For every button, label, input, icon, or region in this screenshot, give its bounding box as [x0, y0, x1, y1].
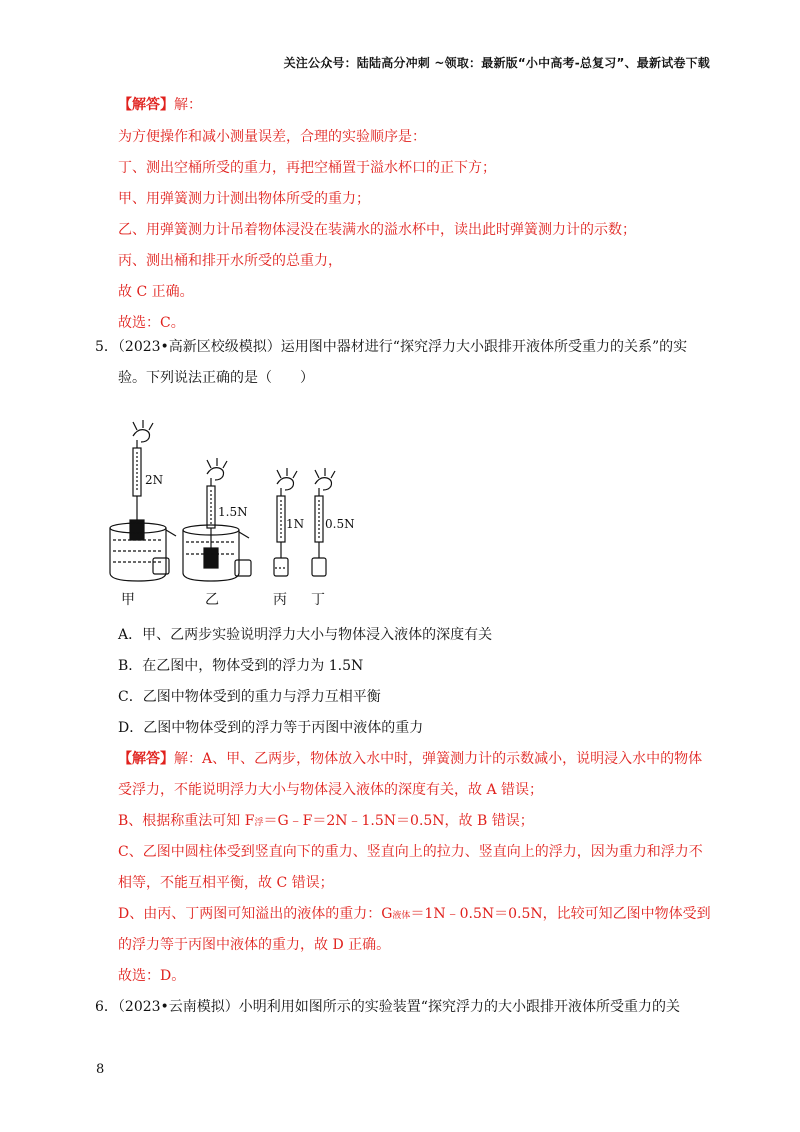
option-d: D．乙图中物体受到的浮力等于丙图中液体的重力: [118, 720, 424, 736]
caption-yi: 乙: [205, 592, 219, 608]
reading-bing: 1N: [286, 517, 305, 531]
question-6-stem: 6．（2023•云南模拟）小明利用如图所示的实验装置“探究浮力的大小跟排开液体所受重力的关: [95, 999, 680, 1015]
page-number: 8: [96, 1062, 105, 1077]
answer-line: 丙、测出桶和排开水所受的总重力，: [118, 253, 342, 269]
reading-yi: 1.5N: [218, 505, 248, 519]
answer-tag: 【解答】: [118, 97, 174, 113]
answer-5-line-7: 的浮力等于丙图中液体的重力，故 D 正确。: [118, 937, 391, 953]
answer-line: 乙、用弹簧测力计吊着物体浸没在装满水的溢水杯中，读出此时弹簧测力计的示数；: [118, 222, 636, 238]
answer-5-line-6: [118, 904, 711, 926]
answer-intro-text: 解：: [174, 97, 202, 113]
answer-line: 为方便操作和减小测量误差，合理的实验顺序是：: [118, 129, 426, 145]
answer-line: 甲、用弹簧测力计测出物体所受的重力；: [118, 191, 370, 207]
option-c: C．乙图中物体受到的重力与浮力互相平衡: [118, 689, 381, 705]
answer-5-line-3: [118, 811, 534, 833]
question-5-stem: 5．（2023•高新区校级模拟）运用图中器材进行“探究浮力大小跟排开液体所受重力的关系”的实: [95, 339, 688, 355]
answer-line: 丁、测出空桶所受的重力，再把空桶置于溢水杯口的正下方；: [118, 160, 496, 176]
apparatus-jia: [110, 420, 176, 581]
reading-jia: 2N: [145, 473, 164, 487]
caption-bing: 丙: [273, 592, 287, 608]
answer-5-line-4: C、乙图中圆柱体受到竖直向下的重力、竖直向上的拉力、竖直向上的浮力，因为重力和浮力不: [118, 844, 703, 860]
answer-line: 故 C 正确。: [118, 284, 194, 300]
answer-5-line-1: [118, 749, 702, 769]
answer-intro: [118, 95, 202, 115]
answer-5-line-6b: ＝1N﹣0.5N＝0.5N，比较可知乙图中物体受到: [410, 906, 711, 922]
answer-5-subscript: 浮: [254, 818, 264, 828]
reading-ding: 0.5N: [325, 517, 355, 531]
answer-5-subscript-2: 液体: [392, 911, 411, 921]
answer-5-line-6a: D、由丙、丁两图可知溢出的液体的重力：G: [118, 906, 393, 922]
option-b: B．在乙图中，物体受到的浮力为 1.5N: [118, 658, 364, 674]
answer-5-line-5: 相等，不能互相平衡，故 C 错误；: [118, 875, 334, 891]
apparatus-yi: [183, 458, 251, 581]
caption-jia: 甲: [121, 592, 135, 608]
answer-5-text: 解：A、甲、乙两步，物体放入水中时，弹簧测力计的示数减小，说明浸入水中的物体: [174, 751, 703, 767]
question-5-stem-cont: 验。下列说法正确的是（ ）: [118, 370, 314, 386]
answer-5-line-8: 故选：D。: [118, 968, 186, 984]
answer-5-line-3a: B、根据称重法可知 F: [118, 813, 255, 829]
answer-tag: 【解答】: [118, 751, 174, 767]
answer-line: 故选：C。: [118, 315, 185, 331]
answer-5-line-2: 受浮力，不能说明浮力大小与物体浸入液体的深度有关，故 A 错误；: [118, 782, 544, 798]
experiment-figure: [105, 418, 375, 614]
caption-ding: 丁: [311, 592, 325, 608]
page-header: 关注公众号：陆陆高分冲刺 ~领取：最新版“小中高考-总复习”、最新试卷下载: [283, 56, 710, 70]
option-a: A．甲、乙两步实验说明浮力大小与物体浸入液体的深度有关: [118, 627, 493, 643]
answer-5-line-3b: ＝G﹣F＝2N﹣1.5N＝0.5N，故 B 错误；: [263, 813, 534, 829]
